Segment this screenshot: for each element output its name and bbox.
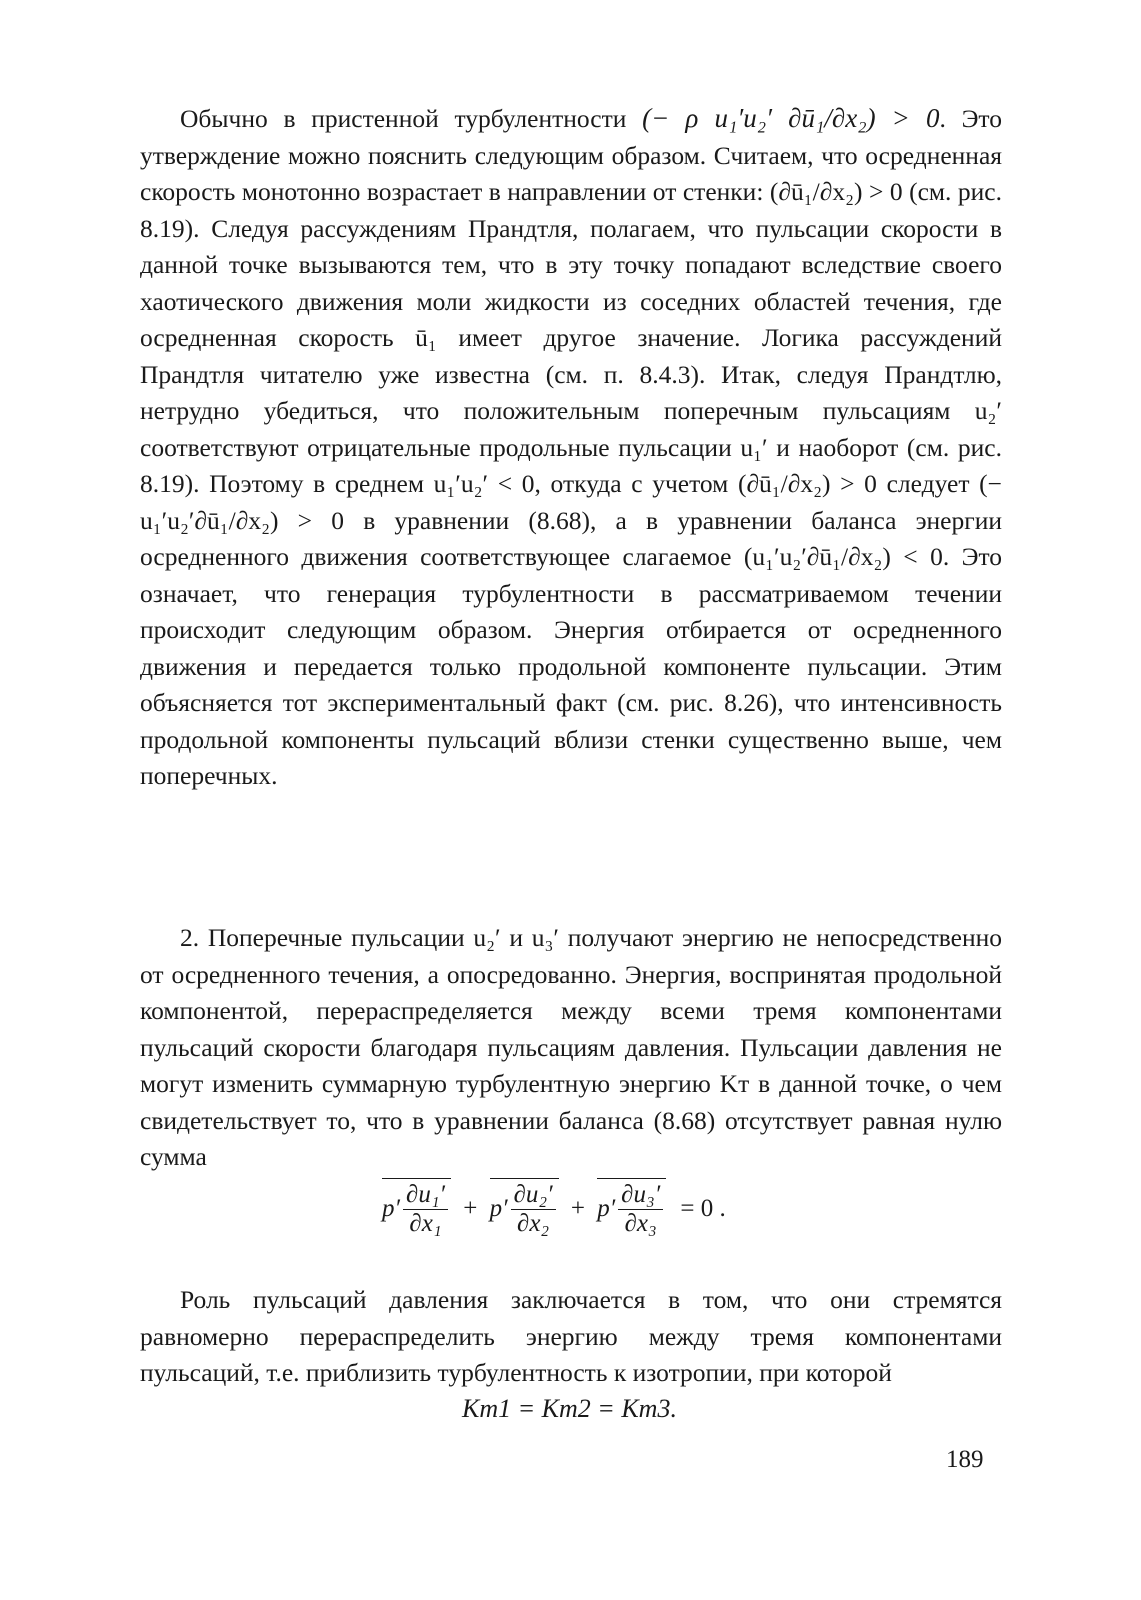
- pressure-term-1: p′ $\frac{\text{∂u₁′}}{\text{∂x₁}}$: [382, 1178, 451, 1237]
- paragraph-3-body: Роль пульсаций давления заключается в том, что они стремятся равномерно перераспределить энергию между тремя компонентами пульсаций, т.е. приблизить турбулентность к изотропии, при которой: [140, 1285, 1002, 1387]
- pressure-sum-formula: [382, 1178, 726, 1237]
- paragraph-2-body: 2. Поперечные пульсации u₂′ и u₃′ получают энергию не непосредственно от осредненного течения, а опосредованно. Энергия, воспринятая продольной компонентой, перераспределяется между всеми тремя компонентами пульсаций скорости благодаря пульсациям давления. Пульсации давления не могут изменить суммарную турбулентную энергию Kт в данной точке, о чем свидетельствует то, что в уравнении баланса (8.68) отсутствует равная нулю сумма: [140, 923, 1002, 1171]
- paragraph-1-body: . Это утверждение можно пояснить следующим образом. Считаем, что осредненная скорость монотонно возрастает в направлении от стенки: (∂ū₁/∂x₂) > 0 (см. рис. 8.19). Следуя рассуждениям Прандтля, полагаем, что пульсации скорости в данной точке вызываются тем, что в эту точку попадают вследствие своего хаотического движения моли жидкости из соседних областей течения, где осредненная скорость ū₁ имеет другое значение. Логика рассуждений Прандтля читателю уже известна (см. п. 8.4.3). Итак, следуя Прандтлю, нетрудно убедиться, что положительным поперечным пульсациям u₂′ соответствуют отрицательные продольные пульсации u₁′ и наоборот (см. рис. 8.19). Поэтому в среднем u₁′u₂′ < 0, откуда с учетом (∂ū₁/∂x₂) > 0 следует (− u₁′u₂′∂ū₁/∂x₂) > 0 в уравнении (8.68), а в уравнении баланса энергии осредненного движения соответствующее слагаемое (u₁′u₂′∂ū₁/∂x₂) < 0. Это означает, что генерация турбулентности в рассматриваемом течении происходит следующим образом. Энергия отбирается от осредненного движения и передается только продольной компоненте пульсации. Этим объясняется тот экспериментальный факт (см. рис. 8.26), что интенсивность продольной компоненты пульсаций вблизи стенки существенно выше, чем поперечных.: [140, 104, 1002, 790]
- page-number: 189: [946, 1446, 984, 1473]
- paragraph-1-lead: Обычно в пристенной турбулентности: [180, 104, 627, 133]
- paragraph-1: [140, 100, 1002, 795]
- plus-sign: +: [570, 1195, 585, 1222]
- paragraph-3: [140, 1282, 1002, 1392]
- plus-sign: +: [463, 1195, 478, 1222]
- pressure-term-2: p′ $\frac{\text{∂u₂′}}{\text{∂x₂}}$: [490, 1178, 559, 1237]
- pressure-sum-rhs: = 0 .: [680, 1195, 726, 1222]
- isotropy-formula: Kт1 = Kт2 = Kт3.: [462, 1394, 677, 1423]
- pressure-term-3: p′ $\frac{\text{∂u₃′}}{\text{∂x₃}}$: [597, 1178, 666, 1237]
- paragraph-2: [140, 920, 1002, 1176]
- wall-production-inequality: (− ρ u₁′u₂′ ∂ū₁/∂x₂) > 0: [642, 103, 940, 133]
